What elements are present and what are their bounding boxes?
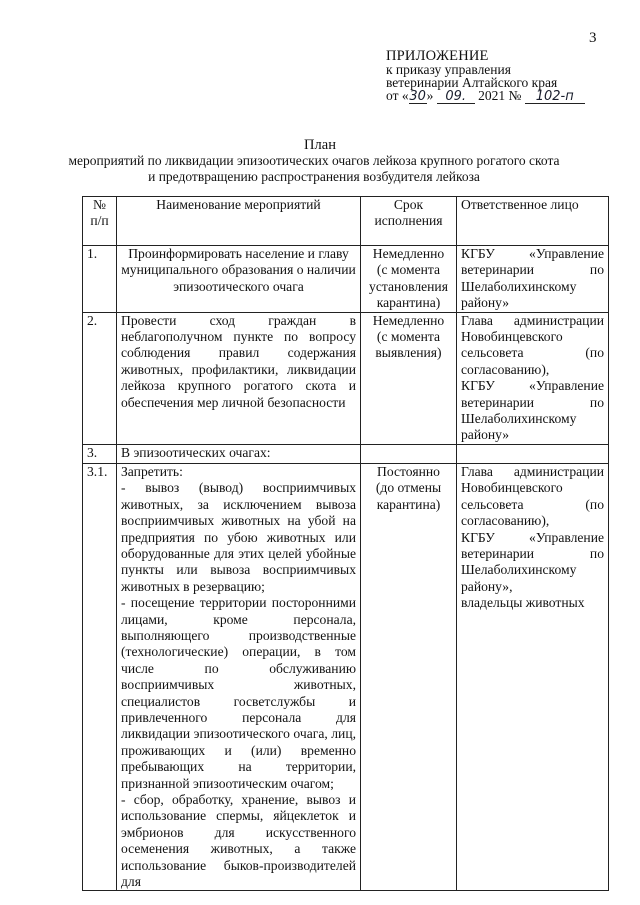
date-mid: » <box>426 88 434 103</box>
row-num: 2. <box>83 312 117 444</box>
row-name: Провести сход граждан в неблагополучном пункте по вопросу соблюдения правил содержания животных, профилактики, ликвидации лейкоза крупного рогатого скота и обеспечения мер личной безопасности <box>117 312 361 444</box>
date-day: 30 <box>409 89 426 104</box>
appendix-line-1: к приказу управления <box>386 62 511 77</box>
plan-subtitle-1: мероприятий по ликвидации эпизоотических очагов лейкоза крупного рогатого скота <box>68 153 560 168</box>
page-number: 3 <box>589 30 597 46</box>
row-resp: Глава администрации Новобинцевского сельсовета (по согласованию), КГБУ «Управление ветеринарии по Шелаболихинскому району», владельцы животных <box>457 463 609 891</box>
table-row <box>83 444 609 463</box>
date-month: 09. <box>437 91 475 104</box>
appendix-date-line <box>386 89 585 104</box>
row-name: Запретить: - вывоз (вывод) восприимчивых животных, за исключением вывоза восприимчивых животных на убой на предприятия по убою животных или оборудованные для этих целей убойные пункты или вывоза восприимчивых животных в резервацию; - посещение территории посторонними лицами, кроме персонала, выполняющего производственные (технологические) операции, в том числе по обслуживанию восприимчивых животных, специалистов госветслужбы и привлеченного персонала для ликвидации эпизоотического очага, лиц, проживающих и (или) временно пребывающих на территории, признанной эпизоотическим очагом; - сбор, обработку, хранение, вывоз и использование спермы, яйцеклеток и эмбрионов для искусственного осеменения животных, а также использование быков-производителей для <box>117 463 361 891</box>
row-term: Постоянно (до отмены карантина) <box>361 463 457 891</box>
header-name: Наименование мероприятий <box>117 197 361 246</box>
appendix-heading: ПРИЛОЖЕНИЕ <box>386 48 489 64</box>
header-term: Срок исполнения <box>361 197 457 246</box>
header-resp: Ответственное лицо <box>457 197 609 246</box>
plan-subtitle-2: и предотвращению распространения возбудителя лейкоза <box>148 169 480 184</box>
table-row <box>83 246 609 313</box>
row-term: Немедленно (с момента выявления) <box>361 312 457 444</box>
date-prefix: от « <box>386 88 409 103</box>
row-name: Проинформировать население и главу муниципального образования о наличии эпизоотического очага <box>117 246 361 313</box>
header-num: № п/п <box>83 197 117 246</box>
date-year-no: 2021 № <box>478 88 522 103</box>
table-row <box>83 312 609 444</box>
row-num: 1. <box>83 246 117 313</box>
table-header-row <box>83 197 609 246</box>
table-row <box>83 463 609 891</box>
order-number: 102-п <box>525 91 585 104</box>
appendix-line-2: ветеринарии Алтайского края <box>386 75 558 90</box>
plan-table <box>82 196 609 891</box>
row-num: 3. <box>83 444 117 463</box>
row-resp <box>457 444 609 463</box>
row-term: Немедленно (с момента установления карантина) <box>361 246 457 313</box>
plan-title: План <box>304 137 336 153</box>
row-resp: КГБУ «Управление ветеринарии по Шелаболихинскому району» <box>457 246 609 313</box>
row-name: В эпизоотических очагах: <box>117 444 361 463</box>
row-term <box>361 444 457 463</box>
appendix-block <box>386 50 585 104</box>
row-num: 3.1. <box>83 463 117 891</box>
row-resp: Глава администрации Новобинцевского сельсовета (по согласованию), КГБУ «Управление ветеринарии по Шелаболихинскому району» <box>457 312 609 444</box>
